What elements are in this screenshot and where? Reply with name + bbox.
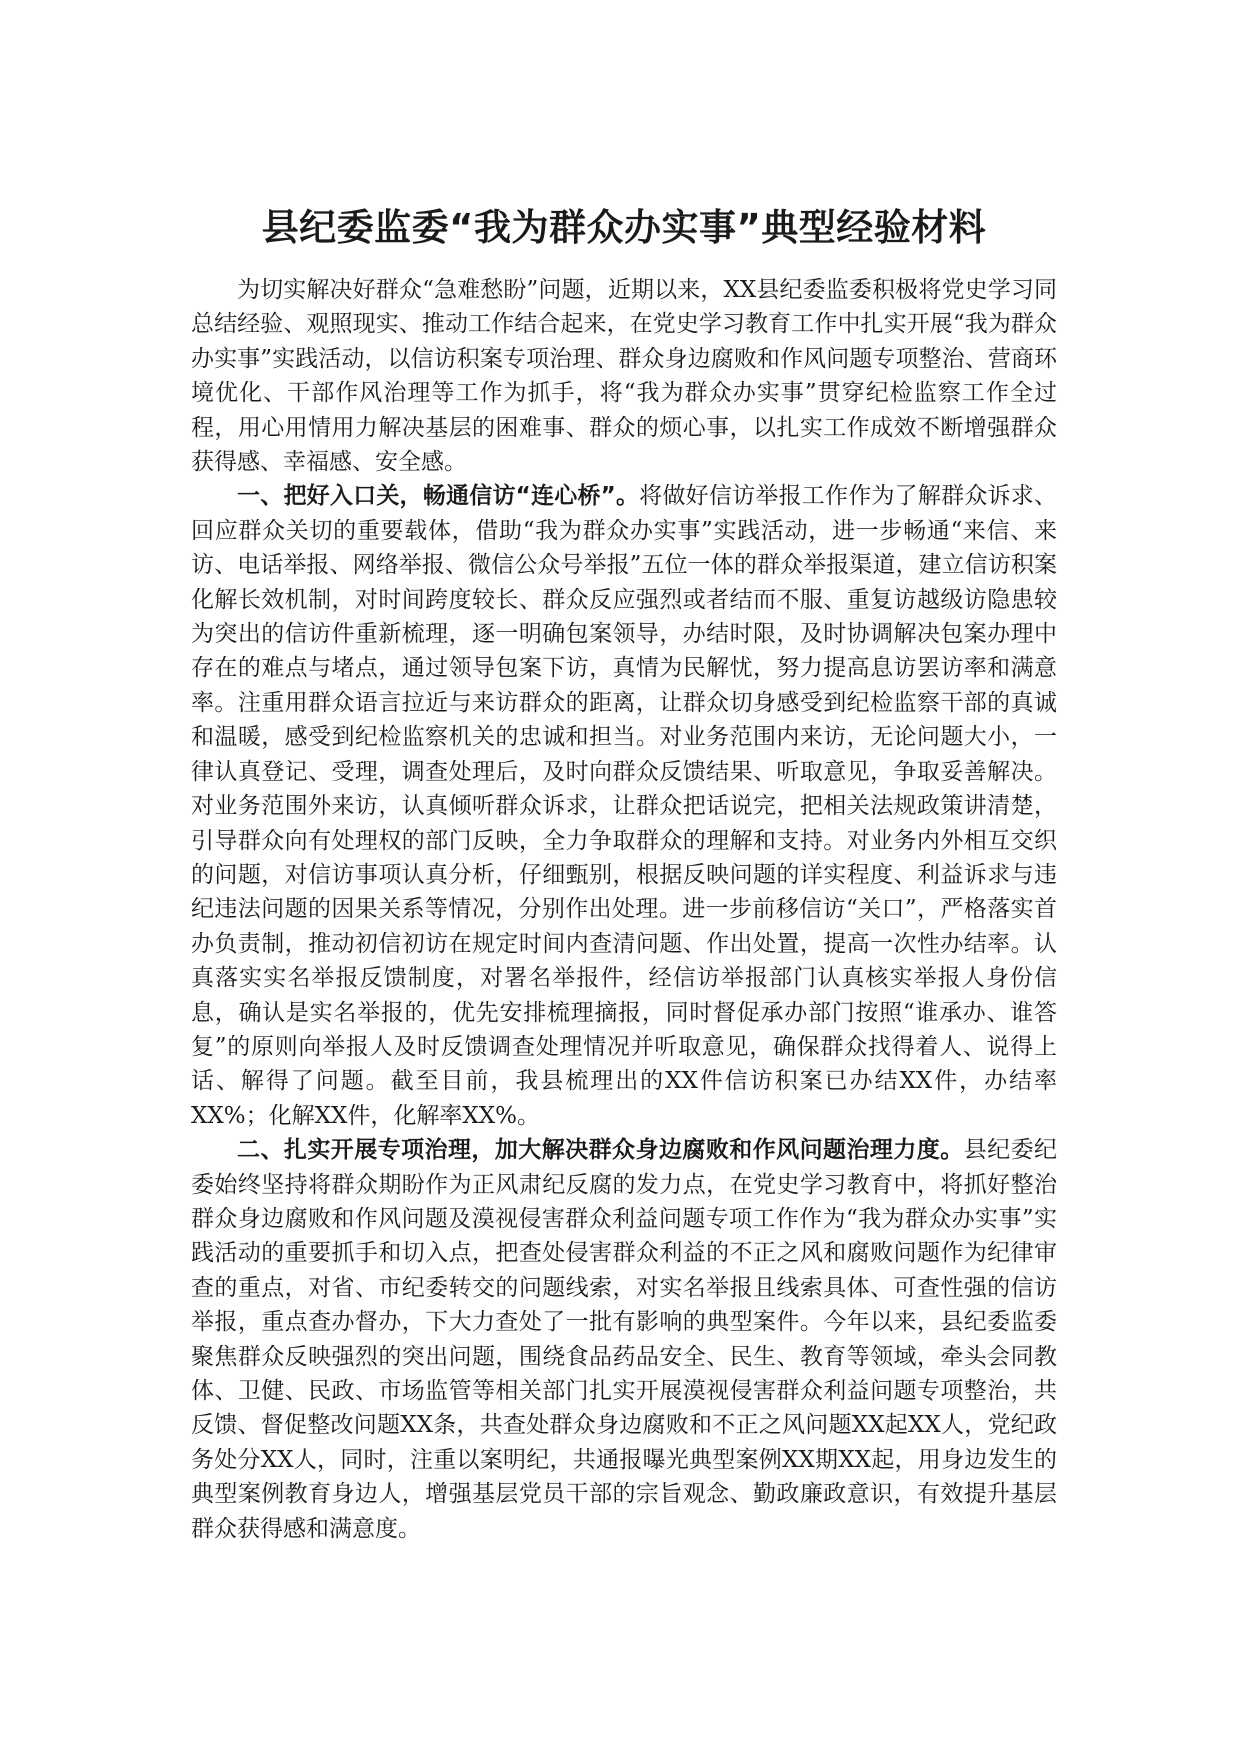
paragraph-section-1 xyxy=(191,479,1057,1133)
section-1-text: 将做好信访举报工作作为了解群众诉求、回应群众关切的重要载体，借助“我为群众办实事”实践活动，进一步畅通“来信、来访、电话举报、网络举报、微信公众号举报”五位一体的群众举报渠道，建立信访积案化解长效机制，对时间跨度较长、群众反应强烈或者结而不服、重复访越级访隐患较为突出的信访件重新梳理，逐一明确包案领导，办结时限，及时协调解决包案办理中存在的难点与堵点，通过领导包案下访，真情为民解忧，努力提高息访罢访率和满意率。注重用群众语言拉近与来访群众的距离，让群众切身感受到纪检监察干部的真诚和温暖，感受到纪检监察机关的忠诚和担当。对业务范围内来访，无论问题大小，一律认真登记、受理，调查处理后，及时向群众反馈结果、听取意见，争取妥善解决。对业务范围外来访，认真倾听群众诉求，让群众把话说完，把相关法规政策讲清楚，引导群众向有处理权的部门反映，全力争取群众的理解和支持。对业务内外相互交织的问题，对信访事项认真分析，仔细甄别，根据反映问题的详实程度、利益诉求与违纪违法问题的因果关系等情况，分别作出处理。进一步前移信访“关口”，严格落实首办负责制，推动初信初访在规定时间内查清问题、作出处置，提高一次性办结率。认真落实实名举报反馈制度，对署名举报件，经信访举报部门认真核实举报人身份信息，确认是实名举报的，优先安排梳理摘报，同时督促承办部门按照“谁承办、谁答复”的原则向举报人及时反馈调查处理情况并听取意见，确保群众找得着人、说得上话、解得了问题。截至目前，我县梳理出的XX件信访积案已办结XX件，办结率XX%；化解XX件，化解率XX%。 xyxy=(191,483,1058,1129)
section-1-heading: 一、把好入口关，畅通信访“连心桥”。 xyxy=(237,483,640,510)
section-2-text: 县纪委纪委始终坚持将群众期盼作为正风肃纪反腐的发力点，在党史学习教育中，将抓好整治群众身边腐败和作风问题及漠视侵害群众利益问题专项工作作为“我为群众办实事”实践活动的重要抓手和切入点，把查处侵害群众利益的不正之风和腐败问题作为纪律审查的重点，对省、市纪委转交的问题线索，对实名举报且线索具体、可查性强的信访举报，重点查办督办，下大力查处了一批有影响的典型案件。今年以来，县纪委监委聚焦群众反映强烈的突出问题，围绕食品药品安全、民生、教育等领域，牵头会同教体、卫健、民政、市场监管等相关部门扎实开展漠视侵害群众利益问题专项整治，共反馈、督促整改问题XX条，共查处群众身边腐败和不正之风问题XX起XX人，党纪政务处分XX人，同时，注重以案明纪，共通报曝光典型案例XX期XX起，用身边发生的典型案例教育身边人，增强基层党员干部的宗旨观念、勤政廉政意识，有效提升基层群众获得感和满意度。 xyxy=(191,1137,1058,1542)
document-page xyxy=(191,0,1057,1754)
section-2-heading: 二、扎实开展专项治理，加大解决群众身边腐败和作风问题治理力度。 xyxy=(237,1137,964,1164)
paragraph-intro-text: 为切实解决好群众“急难愁盼”问题，近期以来，XX县纪委监委积极将党史学习同总结经验、观照现实、推动工作结合起来，在党史学习教育工作中扎实开展“我为群众办实事”实践活动，以信访积案专项治理、群众身边腐败和作风问题专项整治、营商环境优化、干部作风治理等工作为抓手，将“我为群众办实事”贯穿纪检监察工作全过程，用心用情用力解决基层的困难事、群众的烦心事，以扎实工作成效不断增强群众获得感、幸福感、安全感。 xyxy=(191,277,1057,476)
paragraph-intro xyxy=(191,273,1057,479)
document-title: 县纪委监委“我为群众办实事”典型经验材料 xyxy=(261,206,987,249)
document-body xyxy=(191,273,1057,1546)
paragraph-section-2 xyxy=(191,1133,1057,1546)
